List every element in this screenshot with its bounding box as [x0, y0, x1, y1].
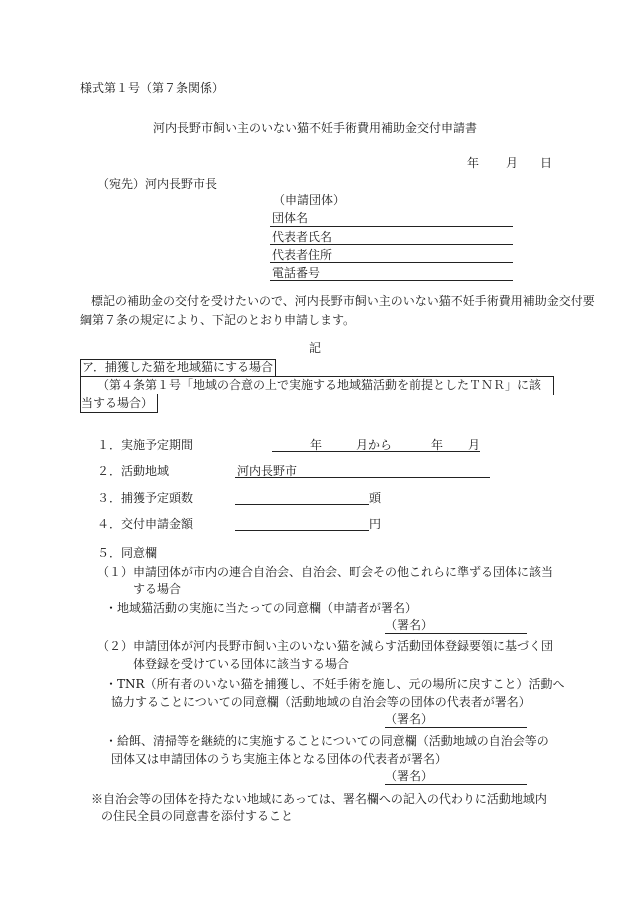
- sign-1-line[interactable]: [385, 633, 527, 634]
- sign-2-label: （署名）: [385, 712, 434, 726]
- form-number: 様式第１号（第７条関係）: [80, 81, 225, 95]
- page-title: 河内長野市飼い主のいない猫不妊手術費用補助金交付申請書: [152, 121, 477, 135]
- section-a-note-line-1: （第４条第１号「地域の合意の上で実施する地域猫活動を前提としたＴＮＲ」に該: [97, 378, 542, 392]
- consent-2-bullet-1-line-1: ・TNR（所有者のいない猫を捕獲し、不妊手術を施し、元の場所に戻すこと）活動へ: [105, 677, 565, 691]
- amount-line[interactable]: [235, 530, 369, 531]
- rep-address-line[interactable]: [270, 262, 513, 263]
- date-year: 年: [467, 156, 480, 170]
- consent-1-line-1: （１）申請団体が市内の連合自治会、自治会、町会その他これらに準ずる団体に該当: [97, 565, 554, 579]
- amount-unit: 円: [369, 517, 382, 531]
- sign-2-line[interactable]: [385, 727, 527, 728]
- consent-label: ５．同意欄: [97, 546, 158, 560]
- period-year-2: 年: [431, 438, 444, 452]
- phone-line[interactable]: [270, 280, 513, 281]
- consent-1-line-2: する場合: [133, 582, 182, 596]
- rep-name-line[interactable]: [270, 244, 513, 245]
- sign-3-label: （署名）: [385, 769, 434, 783]
- rep-address-label: 代表者住所: [272, 248, 333, 262]
- rep-name-label: 代表者氏名: [272, 230, 333, 244]
- period-month-2: 月: [468, 438, 481, 452]
- sign-3-line[interactable]: [385, 784, 527, 785]
- footnote-line-1: ※自治会等の団体を持たない地域にあっては、署名欄への記入の代わりに活動地域内: [91, 792, 547, 806]
- sign-1-label: （署名）: [385, 618, 434, 632]
- consent-2-bullet-2-line-2: 団体又は申請団体のうち実施主体となる団体の代表者が署名）: [111, 752, 448, 766]
- period-label: １．実施予定期間: [97, 438, 194, 452]
- date-month: 月: [506, 156, 519, 170]
- period-year-1: 年: [310, 438, 323, 452]
- count-line[interactable]: [235, 504, 369, 505]
- area-label: ２．活動地域: [97, 464, 170, 478]
- consent-2-line-2: 体登録を受けている団体に該当する場合: [133, 657, 350, 671]
- area-value: 河内長野市: [237, 464, 298, 478]
- applicant-heading: （申請団体）: [273, 193, 346, 207]
- consent-1-bullet: ・地域猫活動の実施に当たっての同意欄（申請者が署名）: [105, 601, 418, 615]
- amount-label: ４．交付申請金額: [97, 517, 194, 531]
- intro-line-1: 標記の補助金の交付を受けたいので、河内長野市飼い主のいない猫不妊手術費用補助金交付要: [91, 294, 595, 308]
- consent-2-line-1: （２）申請団体が河内長野市飼い主のいない猫を減らす活動団体登録要領に基づく団: [97, 639, 554, 653]
- section-a-title: ア．捕獲した猫を地域猫にする場合: [82, 360, 274, 374]
- consent-2-bullet-1-line-2: 協力することについての同意欄（活動地域の自治会等の団体の代表者が署名）: [111, 695, 531, 709]
- consent-2-bullet-2-line-1: ・給餌、清掃等を継続的に実施することについての同意欄（活動地域の自治会等の: [105, 734, 549, 748]
- phone-label: 電話番号: [272, 266, 321, 280]
- org-name-label: 団体名: [272, 211, 309, 225]
- intro-line-2: 綱第７条の規定により、下記のとおり申請します。: [80, 313, 356, 327]
- area-line[interactable]: [235, 477, 490, 478]
- footnote-line-2: の住民全員の同意書を添付すること: [101, 809, 294, 823]
- addressee: （宛先）河内長野市長: [97, 177, 218, 191]
- org-name-line[interactable]: [270, 226, 513, 227]
- ki-heading: 記: [308, 341, 321, 355]
- section-a-note-line-2: 当する場合）: [81, 396, 154, 410]
- count-unit: 頭: [369, 491, 382, 505]
- date-day: 日: [540, 156, 553, 170]
- period-month-1: 月から: [356, 438, 393, 452]
- count-label: ３．捕獲予定頭数: [97, 491, 194, 505]
